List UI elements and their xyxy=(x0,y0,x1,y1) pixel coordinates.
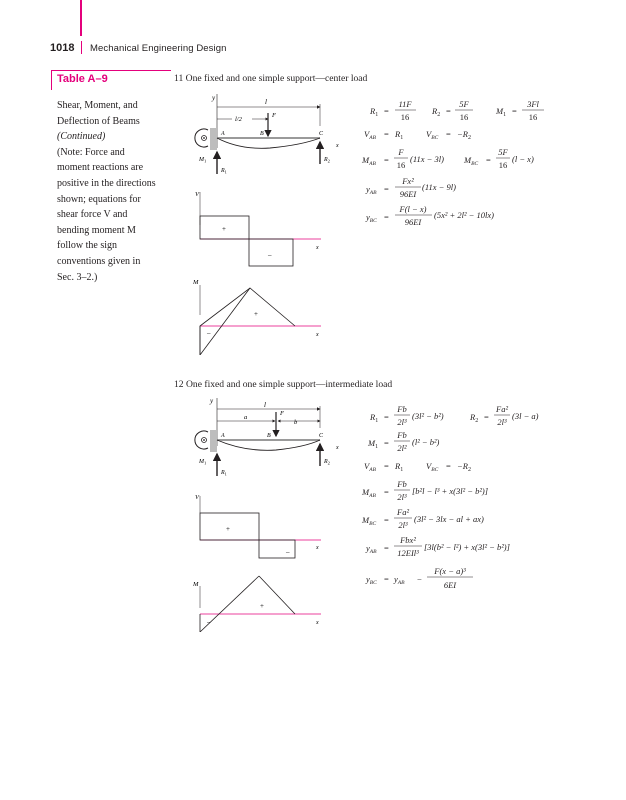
moment-x-label: x xyxy=(316,332,319,338)
svg-text:(3l − a): (3l − a) xyxy=(512,411,539,421)
svg-text:Fbx²: Fbx² xyxy=(400,535,416,545)
svg-text:−R2: $-R_2$ xyxy=(457,461,471,473)
svg-text:(l² − b²): (l² − b²) xyxy=(412,437,440,447)
svg-text:yAB: $y_{AB}$ xyxy=(366,543,377,555)
case-11-equations xyxy=(360,92,580,232)
eq-R2 xyxy=(469,404,539,427)
fixed-wall xyxy=(210,430,217,452)
svg-text:[b²l − l³ + x(3l² − b²)]: [b²l − l³ + x(3l² − b²)] xyxy=(412,486,489,496)
page-number: 1018 xyxy=(50,42,75,54)
x-axis-label: x xyxy=(336,445,339,451)
svg-text:R2: $R_2$ xyxy=(470,412,479,424)
dimension-half-label: l/2 xyxy=(235,116,242,123)
shear-x-label: x xyxy=(316,245,319,251)
svg-text:=: = xyxy=(446,106,451,116)
shear-minus-sign: – xyxy=(286,548,290,556)
svg-text:R1: $R_1$ xyxy=(370,412,379,424)
table-label-side-rule xyxy=(51,70,52,90)
eq-R2 xyxy=(431,99,473,122)
moment-M1-dot xyxy=(203,137,205,139)
svg-text:16: 16 xyxy=(459,112,469,122)
moment-curve xyxy=(200,288,295,355)
svg-text:2l³: 2l³ xyxy=(497,417,507,427)
svg-text:(3l² − b²): (3l² − b²) xyxy=(412,411,444,421)
svg-text:=: = xyxy=(384,155,389,165)
eq-VBC xyxy=(426,461,471,473)
svg-text:(11x − 3l): (11x − 3l) xyxy=(410,154,444,164)
svg-text:MAB: $M_{AB}$ xyxy=(362,155,376,167)
M1-label: $M_1$ xyxy=(199,459,207,466)
svg-text:=: = xyxy=(384,515,389,525)
svg-text:Fb: Fb xyxy=(397,479,407,489)
svg-text:=: = xyxy=(384,461,389,471)
svg-text:3Fl: 3Fl xyxy=(527,99,539,109)
eq-MAB xyxy=(361,479,488,502)
svg-text:2l³: 2l³ xyxy=(398,520,408,530)
caption-line: (Continued) xyxy=(57,131,106,143)
svg-text:Fa²: Fa² xyxy=(397,507,409,517)
svg-text:=: = xyxy=(486,155,491,165)
svg-text:yBC: $y_{BC}$ xyxy=(366,212,377,224)
svg-text:MBC: $M_{BC}$ xyxy=(464,155,479,167)
caption-line: moment reactions are xyxy=(57,162,144,174)
svg-text:yBC: $y_{BC}$ xyxy=(366,574,377,586)
svg-text:16: 16 xyxy=(400,112,410,122)
svg-text:96EI: 96EI xyxy=(404,217,422,227)
svg-text:96EI: 96EI xyxy=(399,189,417,199)
svg-text:yAB: $y_{AB}$ xyxy=(366,184,377,196)
R2-label: $R_2$ xyxy=(324,459,330,466)
eq-yBC xyxy=(365,566,473,590)
moment-axis-label: M xyxy=(193,581,199,588)
eq-M1 xyxy=(495,99,544,122)
svg-text:=: = xyxy=(384,412,389,422)
caption-line: follow the sign xyxy=(57,240,117,252)
case-11-beam-diagram xyxy=(195,94,339,175)
svg-text:Fa²: Fa² xyxy=(496,404,508,414)
case-12-equations xyxy=(360,398,590,598)
eq-yAB xyxy=(365,535,510,558)
caption-line: Sec. 3–2.) xyxy=(57,271,98,283)
case-12-diagrams xyxy=(190,396,350,632)
caption-line: bending moment M xyxy=(57,224,136,236)
point-C-label: C xyxy=(319,433,324,439)
eq-R1 xyxy=(369,99,416,122)
eq-VAB xyxy=(364,461,403,473)
svg-text:=: = xyxy=(384,129,389,139)
top-accent-rule xyxy=(80,0,82,36)
fixed-wall xyxy=(210,128,217,150)
y-axis-label: y xyxy=(210,397,214,405)
svg-text:−R2: $-R_2$ xyxy=(457,129,471,141)
svg-text:F(l − x): F(l − x) xyxy=(399,204,427,214)
moment-x-label: x xyxy=(316,620,319,626)
svg-text:VBC: $V_{BC}$ xyxy=(426,461,439,473)
svg-text:=: = xyxy=(384,438,389,448)
svg-text:F: F xyxy=(398,147,404,157)
deflection-curve xyxy=(217,440,320,450)
caption-line: positive in the directions xyxy=(57,177,156,189)
dimension-a-label: a xyxy=(244,414,248,421)
point-A-label: A xyxy=(221,433,225,439)
point-B-label: B xyxy=(260,131,264,137)
dimension-l-label: l xyxy=(264,401,266,409)
caption-line: Shear, Moment, and xyxy=(57,100,138,111)
svg-text:16: 16 xyxy=(396,160,406,170)
case-12-beam-diagram xyxy=(195,397,339,477)
svg-text:=: = xyxy=(446,461,451,471)
moment-M1-dot xyxy=(203,439,205,441)
case-11-shear-diagram xyxy=(195,191,321,266)
book-title: Mechanical Engineering Design xyxy=(90,43,227,54)
svg-text:11F: 11F xyxy=(398,99,412,109)
shear-x-label: x xyxy=(316,545,319,551)
eq-yBC xyxy=(365,204,494,227)
moment-minus-sign: – xyxy=(207,329,211,337)
R1-label: $R_1$ xyxy=(221,470,227,477)
svg-text:=: = xyxy=(384,212,389,222)
load-label-F: F xyxy=(280,410,284,417)
svg-text:Fx²: Fx² xyxy=(402,176,414,186)
svg-text:6EI: 6EI xyxy=(443,580,457,590)
svg-text:=: = xyxy=(512,106,517,116)
svg-text:=: = xyxy=(384,106,389,116)
svg-text:5F: 5F xyxy=(498,147,508,157)
header-divider xyxy=(81,41,82,54)
svg-text:(l − x): (l − x) xyxy=(512,154,534,164)
moment-plus-sign: + xyxy=(260,602,264,610)
svg-text:(5x² + 2l² − 10lx): (5x² + 2l² − 10lx) xyxy=(434,210,494,220)
shear-plus-sign: + xyxy=(226,525,230,533)
svg-text:VAB: $V_{AB}$ xyxy=(364,461,376,473)
eq-VAB xyxy=(364,129,403,141)
table-label: Table A–9 xyxy=(57,73,108,85)
eq-VBC xyxy=(426,129,471,141)
svg-text:2l³: 2l³ xyxy=(397,417,407,427)
caption-line: Deflection of Beams xyxy=(57,115,140,127)
svg-text:16: 16 xyxy=(528,112,538,122)
R2-label: $R_2$ xyxy=(324,157,330,164)
svg-text:Fb: Fb xyxy=(397,430,407,440)
svg-text:=: = xyxy=(446,129,451,139)
svg-text:−: − xyxy=(417,574,422,584)
case-11-diagrams xyxy=(190,90,350,355)
shear-axis-label: V xyxy=(195,191,199,198)
eq-MAB xyxy=(361,147,444,170)
svg-text:R1: $R_1$ xyxy=(395,461,404,473)
svg-text:2l³: 2l³ xyxy=(397,492,407,502)
shear-minus-sign: – xyxy=(268,251,272,259)
svg-text:VBC: $V_{BC}$ xyxy=(426,129,439,141)
case-12-shear-diagram xyxy=(195,494,321,558)
svg-text:[3l(b² − l²) + x(3l² − b²)]: [3l(b² − l²) + x(3l² − b²)] xyxy=(424,542,510,552)
eq-R1 xyxy=(369,404,444,427)
case-12-title: 12 One fixed and one simple support—intermediate load xyxy=(174,379,393,390)
svg-text:M1: $M_1$ xyxy=(368,438,379,450)
case-11-title: 11 One fixed and one simple support—center load xyxy=(174,73,368,84)
svg-text:=: = xyxy=(384,184,389,194)
svg-text:(3l² − 3lx − al + ax): (3l² − 3lx − al + ax) xyxy=(414,514,484,524)
svg-text:VAB: $V_{AB}$ xyxy=(364,129,376,141)
svg-text:5F: 5F xyxy=(459,99,469,109)
deflection-curve xyxy=(217,138,320,148)
moment-plus-sign: + xyxy=(254,310,258,318)
svg-text:yAB: $y_{AB}$ xyxy=(394,574,405,586)
svg-text:R1: $R_1$ xyxy=(370,106,379,118)
svg-text:=: = xyxy=(484,412,489,422)
dimension-l-label: l xyxy=(265,98,267,106)
svg-text:=: = xyxy=(384,574,389,584)
M1-label: $M_1$ xyxy=(199,157,207,164)
svg-text:(11x − 9l): (11x − 9l) xyxy=(422,182,456,192)
eq-MBC xyxy=(463,147,534,170)
point-A-label: A xyxy=(221,131,225,137)
svg-text:=: = xyxy=(384,487,389,497)
dimension-b-label: b xyxy=(294,419,298,426)
caption-line: (Note: Force and xyxy=(57,146,125,158)
point-B-label: B xyxy=(267,433,271,439)
table-label-rule xyxy=(51,70,171,71)
y-axis-label: y xyxy=(212,94,216,102)
shear-axis-label: V xyxy=(195,494,199,501)
R1-label: $R_1$ xyxy=(221,168,227,175)
load-label-F: F xyxy=(272,112,276,119)
caption-line: conventions given in xyxy=(57,255,141,267)
moment-minus-sign: – xyxy=(207,618,211,626)
x-axis-label: x xyxy=(336,143,339,149)
table-caption xyxy=(57,98,172,285)
svg-text:2l²: 2l² xyxy=(397,443,407,453)
svg-text:12EIl³: 12EIl³ xyxy=(397,548,419,558)
svg-text:MBC: $M_{BC}$ xyxy=(362,515,377,527)
eq-M1 xyxy=(367,430,440,453)
point-C-label: C xyxy=(319,131,324,137)
moment-falling-line xyxy=(259,576,295,614)
svg-text:F(x − a)³: F(x − a)³ xyxy=(434,566,466,576)
eq-MBC xyxy=(361,507,484,530)
shear-plus-sign: + xyxy=(222,225,226,233)
moment-rising-line xyxy=(200,288,250,355)
case-11-moment-diagram xyxy=(192,279,321,355)
shear-negative-block xyxy=(259,540,295,558)
caption-line: shear force V and xyxy=(57,209,128,221)
svg-text:=: = xyxy=(384,543,389,553)
svg-text:M1: $M_1$ xyxy=(496,106,507,118)
svg-text:R1: $R_1$ xyxy=(395,129,404,141)
eq-yAB xyxy=(365,176,456,199)
case-12-moment-diagram xyxy=(192,576,321,632)
svg-text:MAB: $M_{AB}$ xyxy=(362,487,376,499)
svg-text:Fb: Fb xyxy=(397,404,407,414)
caption-line: shown; equations for xyxy=(57,193,141,205)
moment-axis-label: M xyxy=(193,279,199,286)
svg-text:16: 16 xyxy=(498,160,508,170)
svg-text:R2: $R_2$ xyxy=(432,106,441,118)
